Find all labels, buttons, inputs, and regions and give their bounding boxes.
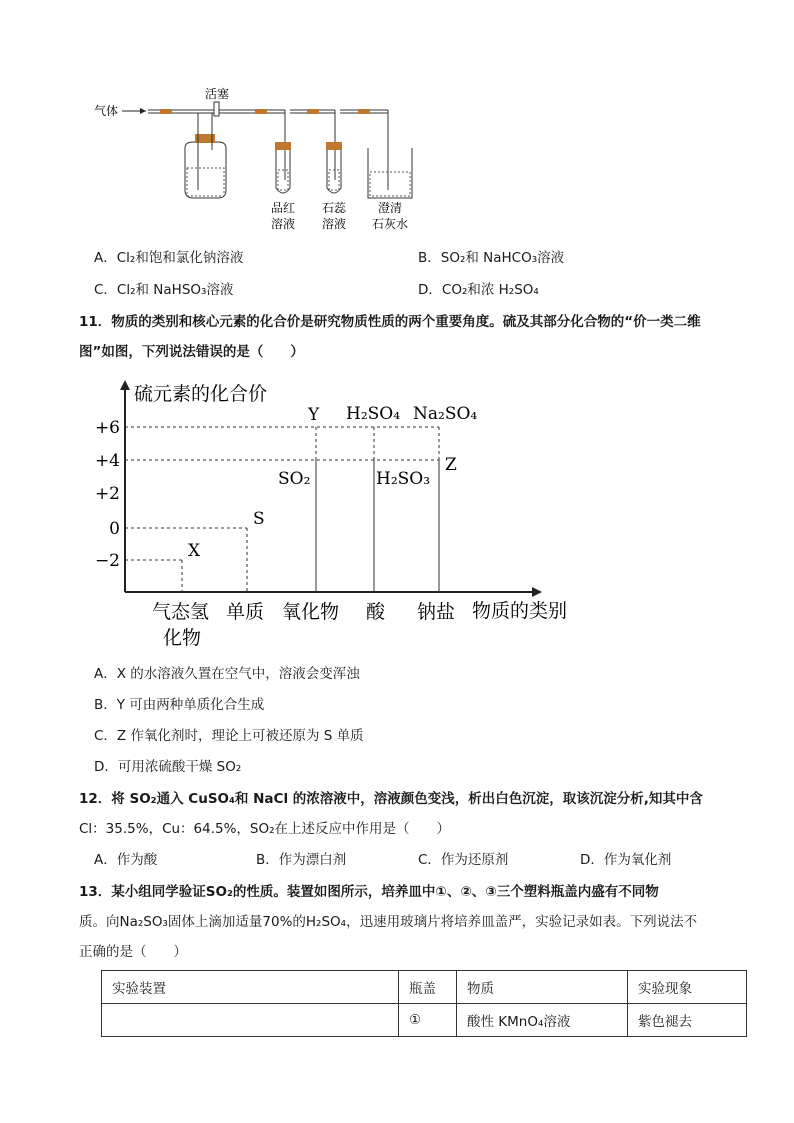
q13-stem-line2: 质。向Na₂SO₃固体上滴加适量70%的H₂SO₄，迅速用玻璃片将培养皿盖严，实验记录如表。下列说法不 (79, 914, 698, 930)
point-label: Na₂SO₄ (413, 404, 478, 424)
q11-stem-line1: 11．物质的类别和核心元素的化合价是研究物质性质的两个重要角度。硫及其部分化合物的“价一类二维 (79, 314, 701, 330)
x-category-label: 单质 (226, 601, 265, 623)
y-tick-label: +4 (94, 451, 120, 471)
q10-option-b[interactable]: B．SO₂和 NaHCO₃溶液 (418, 250, 565, 266)
x-axis-label: 物质的类别 (472, 600, 568, 622)
td-phenomenon: 紫色褪去 (628, 1004, 747, 1037)
chart-points (188, 404, 477, 561)
q11-stem-line2: 图”如图，下列说法错误的是（ ） (79, 344, 304, 360)
q12-stem-line1: 12．将 SO₂通入 CuSO₄和 NaCl 的浓溶液中，溶液颜色变浅，析出白色沉淀，取该沉淀分析,知其中含 (79, 791, 703, 807)
tube2-label-2: 溶液 (322, 217, 347, 231)
q12-stem-line2: Cl：35.5%，Cu：64.5%，SO₂在上述反应中作用是（ ） (79, 821, 451, 837)
tube2-label-1: 石蕊 (322, 201, 347, 215)
q12-option-b[interactable]: B．作为漂白剂 (256, 852, 347, 868)
x-category-label: 酸 (366, 601, 386, 623)
td-substance: 酸性 KMnO₄溶液 (457, 1004, 628, 1037)
point-label: S (253, 509, 265, 529)
q11-option-a[interactable]: A．X 的水溶液久置在空气中，溶液会变浑浊 (94, 666, 360, 682)
td-cap: ① (399, 1004, 457, 1037)
y-tick-labels (95, 418, 120, 571)
sulfur-valence-chart (92, 372, 592, 652)
point-label: H₂SO₄ (346, 404, 401, 424)
beaker-label-2: 石灰水 (372, 217, 409, 231)
tube1-label-2: 溶液 (271, 217, 296, 231)
stopcock (214, 102, 219, 116)
point-label: Y (308, 405, 320, 425)
th-cap: 瓶盖 (399, 971, 457, 1004)
beaker-label-1: 澄清 (378, 201, 403, 215)
y-tick-label: 0 (109, 519, 120, 539)
y-tick-label: −2 (94, 551, 120, 571)
arrow-head (140, 108, 146, 114)
point-label: H₂SO₃ (376, 469, 431, 489)
y-tick-label: +6 (94, 418, 120, 438)
th-substance: 物质 (457, 971, 628, 1004)
th-apparatus: 实验装置 (102, 971, 399, 1004)
q12-option-a[interactable]: A．作为酸 (94, 852, 158, 868)
stopcock-label: 活塞 (205, 87, 230, 101)
point-label: X (188, 541, 201, 561)
x-category-label: 氧化物 (282, 601, 340, 623)
tube1-label-1: 品红 (271, 201, 296, 215)
q10-option-c[interactable]: C．Cl₂和 NaHSO₃溶液 (94, 282, 234, 298)
table-row (102, 1004, 747, 1037)
q11-option-d[interactable]: D．可用浓硫酸干燥 SO₂ (94, 759, 242, 775)
q13-stem-line3: 正确的是（ ） (79, 944, 187, 960)
point-label: Z (445, 455, 457, 475)
gas-bottle (185, 142, 226, 198)
x-category-labels (152, 601, 455, 649)
q11-option-b[interactable]: B．Y 可由两种单质化合生成 (94, 697, 265, 713)
point-label: SO₂ (278, 469, 311, 489)
td-apparatus (102, 1004, 399, 1037)
q10-option-a[interactable]: A．Cl₂和饱和氯化钠溶液 (94, 250, 244, 266)
y-axis-label: 硫元素的化合价 (134, 383, 268, 405)
table-header-row (102, 971, 747, 1004)
gas-apparatus-diagram (90, 80, 430, 240)
x-category-label: 化物 (163, 627, 202, 649)
q12-option-c[interactable]: C．作为还原剂 (418, 852, 509, 868)
chart-axes (120, 380, 542, 597)
th-phenomenon: 实验现象 (628, 971, 747, 1004)
x-category-label: 气态氢 (152, 601, 210, 623)
chart-guidelines (125, 427, 439, 592)
gas-label: 气体 (94, 104, 119, 118)
q13-stem-line1: 13．某小组同学验证SO₂的性质。装置如图所示，培养皿中①、②、③三个塑料瓶盖内盛有不同物 (79, 884, 659, 900)
q10-option-d[interactable]: D．CO₂和浓 H₂SO₄ (418, 282, 539, 298)
x-category-label: 钠盐 (417, 601, 456, 623)
experiment-table (101, 970, 747, 1037)
y-tick-label: +2 (94, 484, 120, 504)
q11-option-c[interactable]: C．Z 作氧化剂时，理论上可被还原为 S 单质 (94, 728, 364, 744)
beaker (368, 148, 412, 198)
rubber-joint (160, 109, 172, 114)
q12-option-d[interactable]: D．作为氧化剂 (580, 852, 672, 868)
